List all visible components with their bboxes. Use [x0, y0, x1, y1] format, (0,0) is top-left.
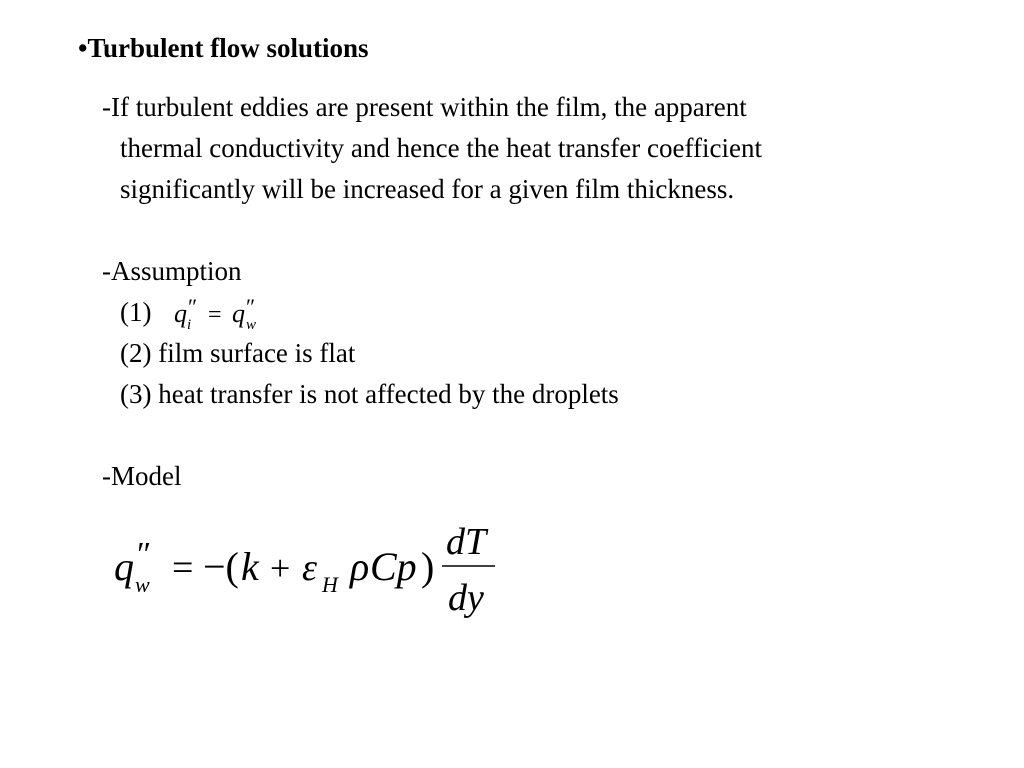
- assumption-label: -Assumption: [102, 256, 242, 286]
- model-lhs-sub: w: [135, 572, 150, 597]
- model-lhs-q: q: [114, 544, 134, 589]
- eq1-lhs-sub: i: [187, 317, 192, 333]
- model-minus-paren: −(: [203, 544, 239, 589]
- eq1-equals: =: [208, 302, 222, 328]
- eq1-rhs-q: q: [232, 299, 245, 328]
- eq1-rhs-prime: ″: [246, 294, 256, 319]
- model-lhs-prime: ″: [137, 536, 152, 573]
- model-equation: [108, 512, 528, 622]
- assumption-item-1-equation: [170, 294, 290, 334]
- slide-heading: •Turbulent flow solutions: [78, 33, 369, 63]
- model-rho: ρ: [350, 544, 370, 589]
- eq1-rhs-sub: w: [246, 317, 257, 333]
- model-denominator: dy: [448, 577, 484, 619]
- model-label: -Model: [102, 461, 182, 491]
- model-plus: +: [270, 548, 291, 588]
- model-equals: =: [172, 547, 194, 589]
- assumption-item-1-number: (1): [120, 297, 152, 327]
- paragraph-line-2: thermal conductivity and hence the heat transfer coefficient: [120, 133, 762, 163]
- model-eps-sub: H: [322, 572, 338, 597]
- paragraph-line-3: significantly will be increased for a given film thickness.: [120, 174, 735, 204]
- paragraph-line-1: -If turbulent eddies are present within the film, the apparent: [102, 92, 747, 122]
- assumption-item-3: (3) heat transfer is not affected by the droplets: [120, 379, 619, 409]
- eq1-lhs-prime: ″: [188, 294, 198, 319]
- model-close-paren: ): [421, 544, 435, 589]
- model-cp: Cp: [370, 544, 417, 589]
- model-numerator: dT: [446, 521, 487, 563]
- model-k: k: [241, 544, 259, 589]
- model-epsilon: ε: [302, 547, 317, 589]
- assumption-item-2: (2) film surface is flat: [120, 338, 356, 368]
- eq1-lhs-q: q: [174, 299, 187, 328]
